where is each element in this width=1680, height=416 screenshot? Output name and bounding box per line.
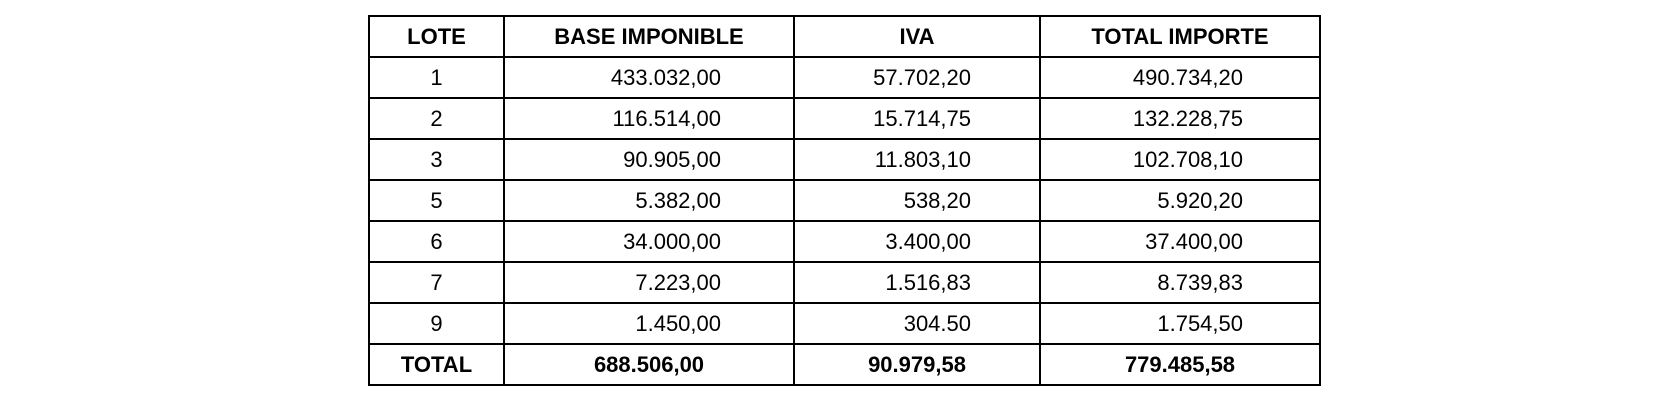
- cell-base-imponible: 1.450,00: [504, 303, 794, 344]
- cell-lote: 3: [369, 139, 504, 180]
- cell-lote: 2: [369, 98, 504, 139]
- header-row: [369, 16, 1320, 57]
- cell-total-importe: 5.920,20: [1040, 180, 1320, 221]
- cell-base-imponible: 5.382,00: [504, 180, 794, 221]
- cell-total-importe: 490.734,20: [1040, 57, 1320, 98]
- cell-iva: 538,20: [794, 180, 1040, 221]
- cell-iva: 15.714,75: [794, 98, 1040, 139]
- cell-lote: 7: [369, 262, 504, 303]
- total-iva: 90.979,58: [794, 344, 1040, 385]
- table-row: [369, 139, 1320, 180]
- cell-iva: 1.516,83: [794, 262, 1040, 303]
- table-row: [369, 221, 1320, 262]
- cell-lote: 9: [369, 303, 504, 344]
- total-base-imponible: 688.506,00: [504, 344, 794, 385]
- cell-total-importe: 102.708,10: [1040, 139, 1320, 180]
- cell-total-importe: 132.228,75: [1040, 98, 1320, 139]
- table-row: [369, 98, 1320, 139]
- header-iva: IVA: [794, 16, 1040, 57]
- total-row: [369, 344, 1320, 385]
- table-row: [369, 262, 1320, 303]
- table-row: [369, 303, 1320, 344]
- cell-iva: 57.702,20: [794, 57, 1040, 98]
- cell-total-importe: 8.739,83: [1040, 262, 1320, 303]
- cell-base-imponible: 116.514,00: [504, 98, 794, 139]
- header-lote: LOTE: [369, 16, 504, 57]
- table-row: [369, 180, 1320, 221]
- cell-lote: 1: [369, 57, 504, 98]
- cell-base-imponible: 433.032,00: [504, 57, 794, 98]
- lotes-table-container: [368, 15, 1321, 386]
- cell-base-imponible: 34.000,00: [504, 221, 794, 262]
- total-importe: 779.485,58: [1040, 344, 1320, 385]
- cell-iva: 304.50: [794, 303, 1040, 344]
- cell-total-importe: 1.754,50: [1040, 303, 1320, 344]
- cell-iva: 11.803,10: [794, 139, 1040, 180]
- cell-total-importe: 37.400,00: [1040, 221, 1320, 262]
- cell-lote: 5: [369, 180, 504, 221]
- cell-base-imponible: 7.223,00: [504, 262, 794, 303]
- cell-lote: 6: [369, 221, 504, 262]
- lotes-table: [368, 15, 1321, 386]
- header-base-imponible: BASE IMPONIBLE: [504, 16, 794, 57]
- table-row: [369, 57, 1320, 98]
- cell-base-imponible: 90.905,00: [504, 139, 794, 180]
- total-label: TOTAL: [369, 344, 504, 385]
- header-total-importe: TOTAL IMPORTE: [1040, 16, 1320, 57]
- cell-iva: 3.400,00: [794, 221, 1040, 262]
